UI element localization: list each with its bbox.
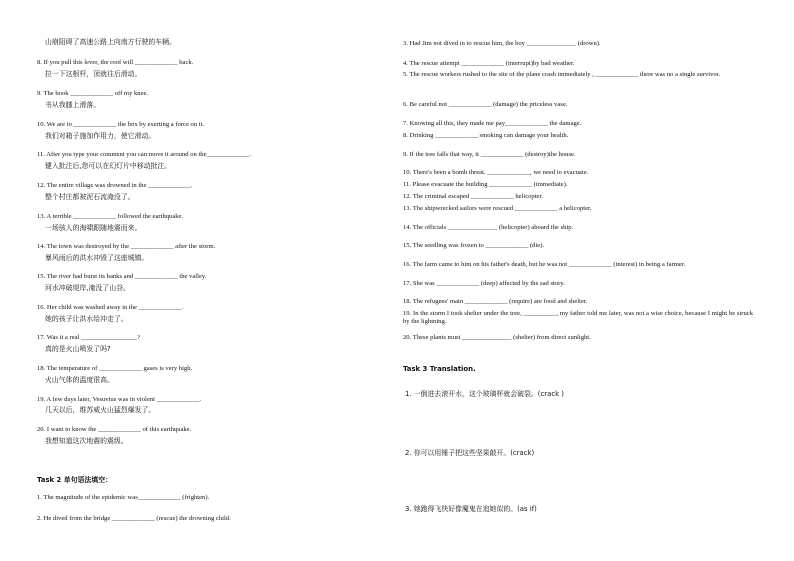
left-line-11: 整个村庄都被泥石流淹没了。 xyxy=(45,193,135,201)
left-line-10: 12. The entire village was drowned in the _____________. xyxy=(37,182,193,189)
left-line-26: 20. I want to know the _____________ of this earthquake. xyxy=(37,426,192,433)
left-line-17: 河水冲破堤岸,淹没了山谷。 xyxy=(45,284,130,292)
translation-3: 3. 她跑得飞快好像魔鬼在追她似的。(as if) xyxy=(405,505,537,513)
left-line-13: 一场骇人的海啸跟随地震而来。 xyxy=(45,224,142,232)
left-line-27: 我想知道这次地震的震级。 xyxy=(45,437,128,445)
right-line-18: 20. These plants must _______________ (shelter) from direct sunlight. xyxy=(403,334,591,341)
translation-2: 2. 你可以用锤子把这些坚果敲开。(crack) xyxy=(405,449,535,457)
right-line-11: 13. The shipwrecked sailors were rescued _____________ a helicopter. xyxy=(403,205,592,212)
left-line-24: 19. A few days later, Vesuvius was in violent _____________. xyxy=(37,396,202,403)
translation-1: 1. 一倒进去滚开水，这个玻璃杯就会破裂。(crack ) xyxy=(405,390,564,398)
right-line-4: 6. Be careful not _____________ (damage) the priceless vase. xyxy=(403,101,568,108)
right-line-10: 12. The criminal escaped _____________ helicopter. xyxy=(403,193,543,200)
left-line-20: 17. Was it a real _________________? xyxy=(37,334,140,341)
task3-heading: Task 3 Translation. xyxy=(403,365,476,373)
left-line-7: 我们对箱子施加作用力，使它滑动。 xyxy=(45,132,156,140)
right-line-12: 14. The officials _______________ (helicopter) aboard the ship. xyxy=(403,224,574,231)
right-line-15: 17. She was _____________ (deep) affected by the sad story. xyxy=(403,280,565,287)
right-line-14: 16. The farm came to him on his father's death, but he was not _____________ (interest) in being a farmer. xyxy=(403,261,686,268)
right-line-9: 11. Please evacuate the building _____________ (immediate). xyxy=(403,181,568,188)
right-line-6: 8. Drinking _____________ smoking can damage your health. xyxy=(403,132,569,139)
right-line-3: 5. The rescue workers rushed to the site of the plane crash immediately , _____________ there was no a single survivor. xyxy=(403,71,721,78)
right-line-8: 10. There's been a bomb threat. _____________, we need to evacuate. xyxy=(403,169,589,176)
right-line-7: 9. If the tree falls that way, it _____________ (destroy)the house. xyxy=(403,151,576,158)
right-line-1: 3. Had Jim not dived in to rescue him, the boy _______________ (drown). xyxy=(403,40,601,47)
left-line-29: 1. The magnitude of the epidemic was_____________ (frighten). xyxy=(37,494,210,501)
left-line-21: 真的是火山喷发了吗? xyxy=(45,345,111,353)
left-line-8: 11. After you type your comment you can move it around on the_____________. xyxy=(37,151,252,158)
left-line-23: 火山气体的温度很高。 xyxy=(45,376,114,384)
right-line-16: 18. The refugees' main _____________ (require) are food and shelter. xyxy=(403,298,588,305)
left-line-14: 14. The town was destroyed by the _____________ after the storm. xyxy=(37,243,216,250)
left-line-30: 2. He dived from the bridge _____________ (rescue) the drowning child. xyxy=(37,515,231,522)
left-line-22: 18. The temperature of _____________ gases is very high. xyxy=(37,365,193,372)
left-line-6: 10. We are to _____________ the box by exerting a force on it. xyxy=(37,121,205,128)
left-line-19: 她的孩子让洪水给冲走了。 xyxy=(45,315,128,323)
left-line-4: 9. The book _____________ off my knee. xyxy=(37,90,149,97)
task2-heading: Task 2 单句语法填空： xyxy=(37,476,112,484)
left-line-9: 键入批注后,您可以在幻灯片中移动批注。 xyxy=(45,162,172,170)
right-line-17: 19. In the storm I took shelter under the tree, __________, my father told me later, was not a wise choice, because I might be struck by the lightning. xyxy=(403,310,753,325)
right-line-5: 7. Knowing all this, they made me pay_____________ the damage. xyxy=(403,120,582,127)
left-line-18: 16. Her child was washed away in the _____________. xyxy=(37,304,184,311)
left-line-1: 山崩阻碍了高速公路上向南方行驶的车辆。 xyxy=(45,38,176,46)
left-line-3: 拉一下这根杆，顶就往后滑动。 xyxy=(45,70,142,78)
right-line-13: 15. The seedling was frozen to _____________ (die). xyxy=(403,242,545,249)
left-line-25: 几天以后，维苏威火山猛烈爆发了。 xyxy=(45,406,156,414)
left-line-16: 15. The river had burst its banks and _____________ the valley. xyxy=(37,273,207,280)
left-line-12: 13. A terrible _____________ followed the earthquake. xyxy=(37,213,184,220)
left-line-5: 书从我膝上滑落。 xyxy=(45,101,101,109)
left-line-2: 8. If you pull this lever, the roof will _____________ back. xyxy=(37,59,194,66)
right-line-2: 4. The rescue attempt _____________ (interrupt)by bad weather. xyxy=(403,60,575,67)
left-line-15: 暴风雨后的洪水冲毁了这座城镇。 xyxy=(45,254,149,262)
